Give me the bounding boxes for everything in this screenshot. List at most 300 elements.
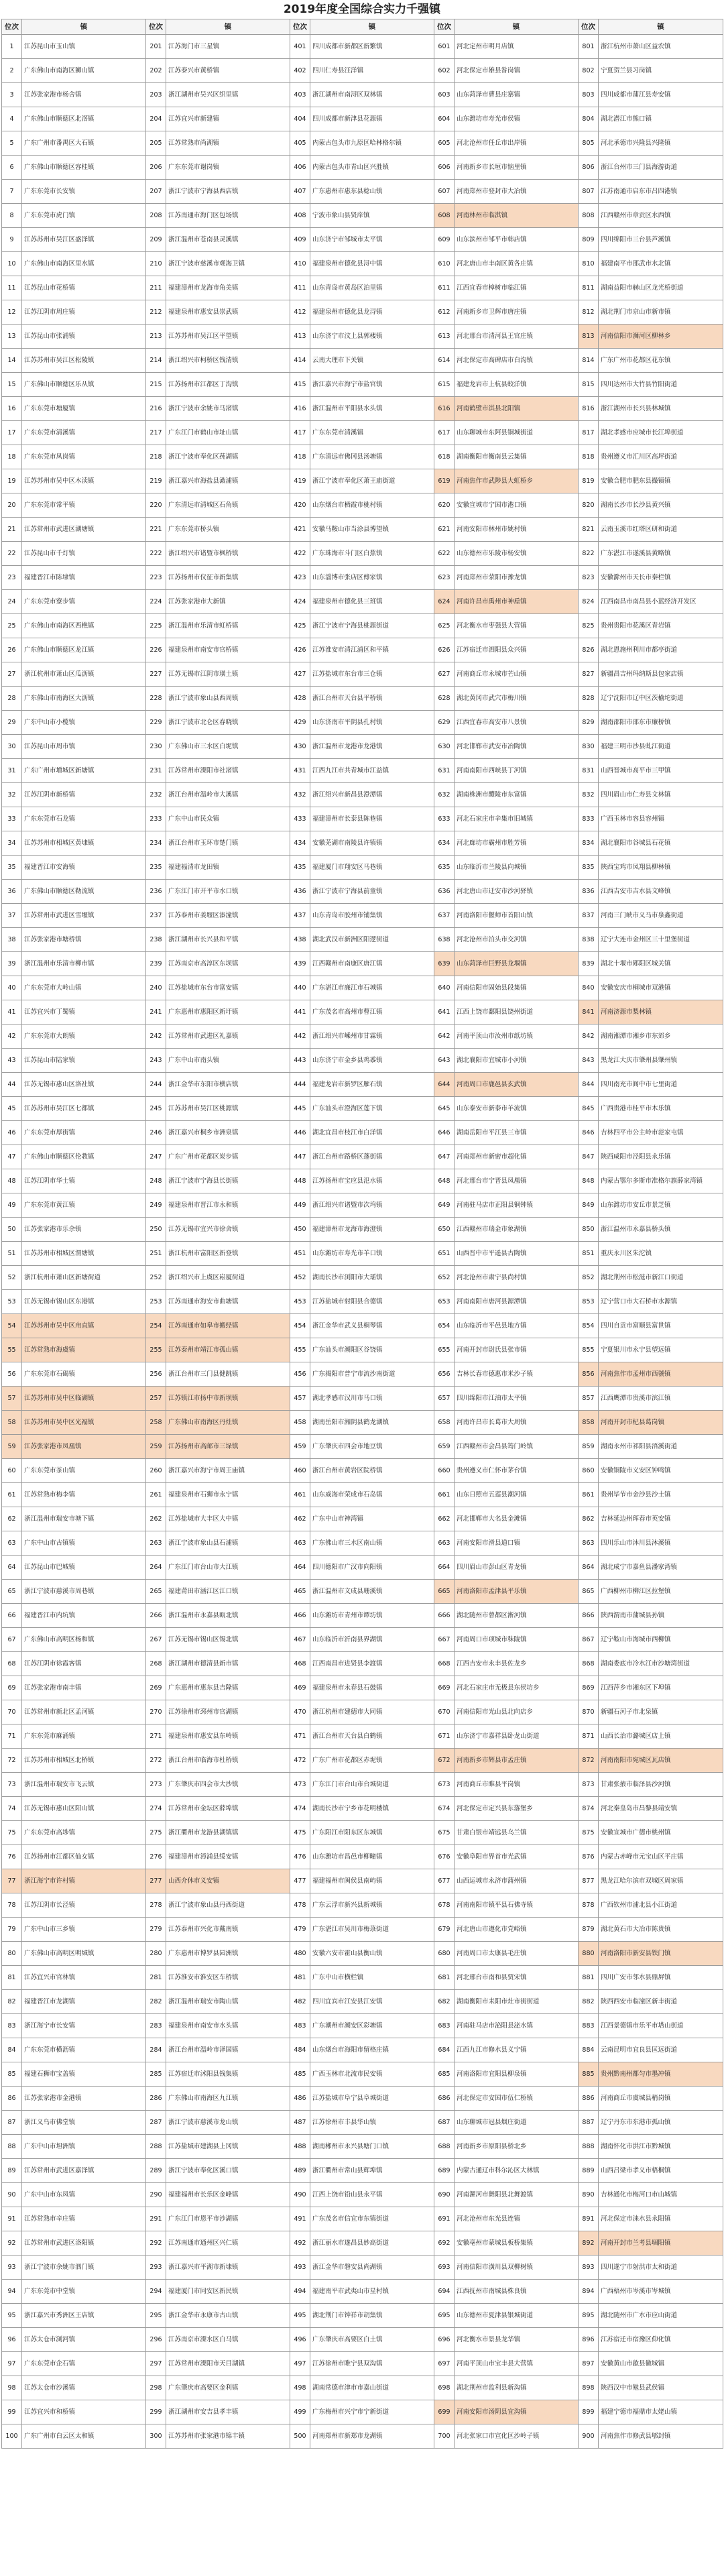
rank-cell: 403 bbox=[290, 83, 310, 107]
rank-cell: 402 bbox=[290, 59, 310, 83]
town-header: 镇 bbox=[310, 19, 434, 35]
rank-cell: 404 bbox=[290, 107, 310, 131]
town-cell: 广东湛江市吴川市梅菉街道 bbox=[310, 1918, 434, 1942]
rank-cell: 272 bbox=[146, 1749, 166, 1773]
rank-cell: 455 bbox=[290, 1338, 310, 1362]
rank-cell: 46 bbox=[2, 1121, 22, 1145]
table-row bbox=[2, 59, 723, 83]
rank-cell: 253 bbox=[146, 1290, 166, 1314]
town-cell: 河北张家口市宣化区沙岭子镇 bbox=[455, 2424, 579, 2449]
rank-cell: 620 bbox=[434, 493, 455, 518]
rank-cell: 895 bbox=[579, 2304, 599, 2328]
town-cell: 江苏常州市溧阳市天目湖镇 bbox=[166, 2352, 290, 2376]
town-cell: 浙江嘉兴市海宁市盐官镇 bbox=[310, 373, 434, 397]
town-cell: 广西玉林市容县容州镇 bbox=[599, 807, 723, 831]
town-cell: 甘肃白银市靖远县乌兰镇 bbox=[455, 1821, 579, 1845]
town-cell: 福建晋江市龙湖镇 bbox=[22, 1990, 146, 2014]
rank-cell: 493 bbox=[290, 2256, 310, 2280]
rank-cell: 887 bbox=[579, 2111, 599, 2135]
rank-cell: 424 bbox=[290, 590, 310, 614]
rank-cell: 277 bbox=[146, 1869, 166, 1893]
rank-cell: 73 bbox=[2, 1773, 22, 1797]
rank-cell: 817 bbox=[579, 421, 599, 445]
town-cell: 江苏南通市海安市曲塘镇 bbox=[166, 1290, 290, 1314]
town-cell: 河北邢台市宁晋县凤凰镇 bbox=[455, 1169, 579, 1193]
town-cell: 广东佛山市南海区丹灶镇 bbox=[166, 1411, 290, 1435]
rank-cell: 299 bbox=[146, 2400, 166, 2424]
rank-cell: 45 bbox=[2, 1097, 22, 1121]
town-cell: 江苏苏州市张家港市锦丰镇 bbox=[166, 2424, 290, 2449]
rank-cell: 421 bbox=[290, 518, 310, 542]
rank-cell: 655 bbox=[434, 1338, 455, 1362]
rank-cell: 482 bbox=[290, 1990, 310, 2014]
town-cell: 浙江宁波市慈溪市观海卫镇 bbox=[166, 252, 290, 276]
rank-cell: 694 bbox=[434, 2280, 455, 2304]
town-cell: 广东肇庆市四会市大沙镇 bbox=[166, 1773, 290, 1797]
town-cell: 江苏南京市溧水区白马镇 bbox=[166, 2328, 290, 2352]
town-cell: 河北唐山市丰南区黄各庄镇 bbox=[455, 252, 579, 276]
rank-cell: 269 bbox=[146, 1676, 166, 1700]
town-cell: 浙江温州市永嘉县桥头镇 bbox=[599, 1218, 723, 1242]
town-cell: 广东东莞市清溪镇 bbox=[22, 421, 146, 445]
town-cell: 四川绵阳市三台县芦溪镇 bbox=[599, 228, 723, 252]
table-row bbox=[2, 300, 723, 325]
rank-cell: 418 bbox=[290, 445, 310, 469]
rank-cell: 9 bbox=[2, 228, 22, 252]
rank-cell: 467 bbox=[290, 1628, 310, 1652]
town-cell: 浙江杭州市萧山区瓜沥镇 bbox=[22, 662, 146, 687]
town-cell: 浙江绍兴市上虞区崧厦街道 bbox=[166, 1266, 290, 1290]
rank-cell: 212 bbox=[146, 300, 166, 325]
rank-cell: 651 bbox=[434, 1242, 455, 1266]
rank-cell: 34 bbox=[2, 831, 22, 856]
town-cell: 福建龙岩市上杭县蛟洋镇 bbox=[455, 373, 579, 397]
table-row bbox=[2, 2038, 723, 2062]
rank-cell: 216 bbox=[146, 397, 166, 421]
rank-cell: 461 bbox=[290, 1483, 310, 1507]
town-cell: 湖北恩施州利川市都亭街道 bbox=[599, 638, 723, 662]
rank-cell: 406 bbox=[290, 156, 310, 180]
rank-cell: 220 bbox=[146, 493, 166, 518]
town-cell: 江苏盐城市阜宁县阜城街道 bbox=[310, 2087, 434, 2111]
rank-cell: 447 bbox=[290, 1145, 310, 1169]
town-cell: 贵州黔南州都匀市墨冲镇 bbox=[599, 2062, 723, 2087]
rank-cell: 864 bbox=[579, 1556, 599, 1580]
table-row bbox=[2, 1676, 723, 1700]
town-cell: 山东潍坊市昌邑市柳疃镇 bbox=[310, 1845, 434, 1869]
town-cell: 河南洛阳市偃师市首阳山镇 bbox=[455, 904, 579, 928]
rank-cell: 289 bbox=[146, 2159, 166, 2183]
town-cell: 江苏昆山市花桥镇 bbox=[22, 276, 146, 300]
town-cell: 河南驻马店市正阳县铜钟镇 bbox=[455, 1193, 579, 1218]
town-cell: 湖北潜江市熊口镇 bbox=[599, 107, 723, 131]
town-cell: 广东江门市恩平市沙湖镇 bbox=[166, 2207, 290, 2231]
town-cell: 河南驻马店市泌阳县泌水镇 bbox=[455, 2014, 579, 2038]
town-cell: 浙江金华市东阳市横店镇 bbox=[166, 1073, 290, 1097]
rank-cell: 897 bbox=[579, 2352, 599, 2376]
rank-cell: 684 bbox=[434, 2038, 455, 2062]
town-cell: 福建三明市沙县虬江街道 bbox=[599, 735, 723, 759]
rank-cell: 622 bbox=[434, 542, 455, 566]
town-cell: 河南信阳市潢川县双柳树镇 bbox=[455, 2256, 579, 2280]
rank-cell: 268 bbox=[146, 1652, 166, 1676]
rank-cell: 38 bbox=[2, 928, 22, 952]
rank-cell: 241 bbox=[146, 1000, 166, 1024]
table-row bbox=[2, 638, 723, 662]
rank-cell: 67 bbox=[2, 1628, 22, 1652]
town-cell: 湖南湘潭市湘乡市东郊乡 bbox=[599, 1024, 723, 1049]
table-row bbox=[2, 131, 723, 156]
rank-cell: 486 bbox=[290, 2087, 310, 2111]
town-cell: 山东滨州市邹平市韩店镇 bbox=[455, 228, 579, 252]
rank-cell: 858 bbox=[579, 1411, 599, 1435]
town-cell: 江苏苏州市吴中区甪直镇 bbox=[22, 1314, 146, 1338]
town-cell: 江西南昌市南昌县小蓝经济开发区 bbox=[599, 590, 723, 614]
town-cell: 湖北黄冈市武穴市梅川镇 bbox=[455, 687, 579, 711]
town-cell: 江西南昌市进贤县李渡镇 bbox=[310, 1652, 434, 1676]
town-cell: 福建泉州市永春县石鼓镇 bbox=[310, 1676, 434, 1700]
table-row bbox=[2, 2087, 723, 2111]
rank-cell: 899 bbox=[579, 2400, 599, 2424]
town-cell: 广东广州市花都区赤坭镇 bbox=[310, 1749, 434, 1773]
town-cell: 广东东莞市桥头镇 bbox=[166, 518, 290, 542]
rank-cell: 692 bbox=[434, 2231, 455, 2256]
table-row bbox=[2, 2231, 723, 2256]
rank-cell: 661 bbox=[434, 1483, 455, 1507]
rank-cell: 875 bbox=[579, 1821, 599, 1845]
rank-cell: 863 bbox=[579, 1531, 599, 1556]
rank-cell: 893 bbox=[579, 2256, 599, 2280]
rank-cell: 238 bbox=[146, 928, 166, 952]
table-row bbox=[2, 373, 723, 397]
ranking-body bbox=[2, 35, 723, 2449]
table-row bbox=[2, 735, 723, 759]
town-cell: 四川眉山市仁寿县文林镇 bbox=[599, 783, 723, 807]
rank-cell: 497 bbox=[290, 2352, 310, 2376]
town-cell: 山东济宁市嘉祥县卧龙山街道 bbox=[455, 1724, 579, 1749]
table-row bbox=[2, 228, 723, 252]
town-cell: 江西赣州市南康区唐江镇 bbox=[310, 952, 434, 976]
rank-cell: 98 bbox=[2, 2376, 22, 2400]
rank-cell: 267 bbox=[146, 1628, 166, 1652]
town-cell: 山东烟台市海阳市留格庄镇 bbox=[310, 2038, 434, 2062]
table-row bbox=[2, 1145, 723, 1169]
table-row bbox=[2, 2352, 723, 2376]
table-row bbox=[2, 1652, 723, 1676]
town-cell: 广东中山市民众镇 bbox=[166, 807, 290, 831]
town-cell: 山西晋中市平遥县古陶镇 bbox=[455, 1242, 579, 1266]
rank-cell: 628 bbox=[434, 687, 455, 711]
rank-cell: 619 bbox=[434, 469, 455, 493]
town-cell: 云南玉溪市红塔区研和街道 bbox=[599, 518, 723, 542]
rank-cell: 414 bbox=[290, 349, 310, 373]
rank-cell: 209 bbox=[146, 228, 166, 252]
town-cell: 浙江温州市瑞安市飞云镇 bbox=[22, 1773, 146, 1797]
rank-cell: 449 bbox=[290, 1193, 310, 1218]
town-cell: 江苏苏州市吴中区临湖镇 bbox=[22, 1387, 146, 1411]
town-cell: 广东中山市神湾镇 bbox=[310, 1507, 434, 1531]
town-cell: 江苏泰州市姜堰区溱潼镇 bbox=[166, 904, 290, 928]
rank-cell: 479 bbox=[290, 1918, 310, 1942]
town-cell: 浙江台州市黄岩区院桥镇 bbox=[310, 1459, 434, 1483]
rank-cell: 37 bbox=[2, 904, 22, 928]
rank-cell: 431 bbox=[290, 759, 310, 783]
rank-cell: 451 bbox=[290, 1242, 310, 1266]
town-cell: 江苏徐州市睢宁县双沟镇 bbox=[310, 2352, 434, 2376]
rank-cell: 614 bbox=[434, 349, 455, 373]
rank-cell: 873 bbox=[579, 1773, 599, 1797]
town-cell: 内蒙古通辽市科尔沁区大林镇 bbox=[455, 2159, 579, 2183]
town-cell: 江西宜春市高安市八景镇 bbox=[455, 711, 579, 735]
town-cell: 山西吕梁市孝义市梧桐镇 bbox=[599, 2159, 723, 2183]
town-cell: 广东佛山市顺德区北滘镇 bbox=[22, 107, 146, 131]
town-cell: 福建福州市长乐区金峰镇 bbox=[166, 2183, 290, 2207]
rank-cell: 693 bbox=[434, 2256, 455, 2280]
town-cell: 广东东莞市凤岗镇 bbox=[22, 445, 146, 469]
town-cell: 广东云浮市新兴县新城镇 bbox=[310, 1893, 434, 1918]
town-cell: 浙江台州市天台县平桥镇 bbox=[310, 687, 434, 711]
rank-cell: 466 bbox=[290, 1604, 310, 1628]
town-cell: 江西鹰潭市贵溪市滨江镇 bbox=[599, 1387, 723, 1411]
town-cell: 江苏张家港市南丰镇 bbox=[22, 1676, 146, 1700]
rank-cell: 276 bbox=[146, 1845, 166, 1869]
town-cell: 湖南永州市祁阳县浯溪街道 bbox=[599, 1435, 723, 1459]
rank-cell: 95 bbox=[2, 2304, 22, 2328]
rank-cell: 203 bbox=[146, 83, 166, 107]
town-cell: 广东东莞市厚街镇 bbox=[22, 1121, 146, 1145]
table-row bbox=[2, 325, 723, 349]
town-cell: 福建泉州市德化县浔中镇 bbox=[310, 252, 434, 276]
rank-cell: 225 bbox=[146, 614, 166, 638]
table-row bbox=[2, 2400, 723, 2424]
town-cell: 广东广州市白云区太和镇 bbox=[22, 2424, 146, 2449]
rank-cell: 880 bbox=[579, 1942, 599, 1966]
town-cell: 江西宜春市樟树市临江镇 bbox=[455, 276, 579, 300]
rank-cell: 833 bbox=[579, 807, 599, 831]
town-cell: 四川自贡市富顺县富世镇 bbox=[599, 1314, 723, 1338]
town-cell: 浙江衢州市常山县辉埠镇 bbox=[310, 2159, 434, 2183]
rank-cell: 293 bbox=[146, 2256, 166, 2280]
rank-cell: 440 bbox=[290, 976, 310, 1000]
rank-cell: 290 bbox=[146, 2183, 166, 2207]
town-cell: 四川宜宾市江安县江安镇 bbox=[310, 1990, 434, 2014]
table-row bbox=[2, 2159, 723, 2183]
ranking-table bbox=[1, 19, 723, 2449]
town-cell: 安徽马鞍山市当涂县博望镇 bbox=[310, 518, 434, 542]
town-cell: 河北沧州市肃宁县尚村镇 bbox=[455, 1266, 579, 1290]
town-cell: 浙江台州市三门县健跳镇 bbox=[166, 1362, 290, 1387]
town-cell: 湖北十堰市郧阳区城关镇 bbox=[599, 952, 723, 976]
rank-cell: 413 bbox=[290, 325, 310, 349]
rank-cell: 287 bbox=[146, 2111, 166, 2135]
rank-cell: 427 bbox=[290, 662, 310, 687]
rank-cell: 653 bbox=[434, 1290, 455, 1314]
rank-cell: 26 bbox=[2, 638, 22, 662]
rank-cell: 850 bbox=[579, 1218, 599, 1242]
town-cell: 河北唐山市迁安市沙河驿镇 bbox=[455, 880, 579, 904]
rank-cell: 480 bbox=[290, 1942, 310, 1966]
table-row bbox=[2, 1580, 723, 1604]
town-cell: 江西赣州市章贡区水西镇 bbox=[599, 204, 723, 228]
rank-cell: 223 bbox=[146, 566, 166, 590]
rank-cell: 855 bbox=[579, 1338, 599, 1362]
rank-cell: 807 bbox=[579, 180, 599, 204]
rank-cell: 295 bbox=[146, 2304, 166, 2328]
town-cell: 江苏常熟市尚湖镇 bbox=[166, 131, 290, 156]
town-cell: 河南焦作市孟州市西虢镇 bbox=[599, 1362, 723, 1387]
town-cell: 河北保定市涞水县永阳镇 bbox=[599, 2207, 723, 2231]
rank-cell: 878 bbox=[579, 1893, 599, 1918]
town-cell: 广东清远市佛冈县汤塘镇 bbox=[310, 445, 434, 469]
town-cell: 浙江宁波市余姚市泗门镇 bbox=[22, 2256, 146, 2280]
town-cell: 江苏镇江市扬中市新坝镇 bbox=[166, 1387, 290, 1411]
town-cell: 山东潍坊市安丘市景芝镇 bbox=[599, 1193, 723, 1218]
town-cell: 广东广州市增城区新塘镇 bbox=[22, 759, 146, 783]
table-row bbox=[2, 2280, 723, 2304]
town-cell: 陕西渭南市蒲城县孙镇 bbox=[599, 1604, 723, 1628]
rank-cell: 499 bbox=[290, 2400, 310, 2424]
table-row bbox=[2, 783, 723, 807]
rank-cell: 273 bbox=[146, 1773, 166, 1797]
rank-cell: 288 bbox=[146, 2135, 166, 2159]
rank-cell: 252 bbox=[146, 1266, 166, 1290]
town-cell: 安徽黄山市歙县徽城镇 bbox=[599, 2352, 723, 2376]
rank-cell: 234 bbox=[146, 831, 166, 856]
town-cell: 湖北咸宁市嘉鱼县潘家湾镇 bbox=[599, 1556, 723, 1580]
town-cell: 河南信阳市光山县北向店乡 bbox=[455, 1700, 579, 1724]
table-row bbox=[2, 1290, 723, 1314]
rank-cell: 639 bbox=[434, 952, 455, 976]
rank-cell: 829 bbox=[579, 711, 599, 735]
table-row bbox=[2, 856, 723, 880]
rank-cell: 615 bbox=[434, 373, 455, 397]
rank-cell: 811 bbox=[579, 276, 599, 300]
town-cell: 江西吉安市吉水县文峰镇 bbox=[599, 880, 723, 904]
town-cell: 山东淄博市张店区傅家镇 bbox=[310, 566, 434, 590]
rank-cell: 429 bbox=[290, 711, 310, 735]
rank-cell: 806 bbox=[579, 156, 599, 180]
rank-cell: 626 bbox=[434, 638, 455, 662]
rank-cell: 667 bbox=[434, 1628, 455, 1652]
table-row bbox=[2, 1338, 723, 1362]
table-row bbox=[2, 976, 723, 1000]
rank-cell: 458 bbox=[290, 1411, 310, 1435]
town-cell: 广东肇庆市高要区白土镇 bbox=[310, 2328, 434, 2352]
town-cell: 福建石狮市宝盖镇 bbox=[22, 2062, 146, 2087]
rank-cell: 865 bbox=[579, 1580, 599, 1604]
rank-cell: 632 bbox=[434, 783, 455, 807]
rank-cell: 33 bbox=[2, 807, 22, 831]
rank-cell: 280 bbox=[146, 1942, 166, 1966]
rank-cell: 882 bbox=[579, 1990, 599, 2014]
table-row bbox=[2, 1507, 723, 1531]
town-cell: 浙江嘉兴市桐乡市洲泉镇 bbox=[166, 1121, 290, 1145]
rank-cell: 869 bbox=[579, 1676, 599, 1700]
rank-cell: 65 bbox=[2, 1580, 22, 1604]
town-cell: 浙江宁波市宁海县长街镇 bbox=[166, 1169, 290, 1193]
town-cell: 江苏苏州市吴江区盛泽镇 bbox=[22, 228, 146, 252]
rank-cell: 93 bbox=[2, 2256, 22, 2280]
town-cell: 山东济南市平阴县孔村镇 bbox=[310, 711, 434, 735]
town-cell: 浙江温州市永嘉县瓯北镇 bbox=[166, 1604, 290, 1628]
town-cell: 陕西汉中市勉县武侯镇 bbox=[599, 2376, 723, 2400]
town-cell: 浙江台州市临海市杜桥镇 bbox=[166, 1749, 290, 1773]
town-cell: 浙江宁波市余姚市马渚镇 bbox=[166, 397, 290, 421]
town-cell: 江西吉安市永丰县佐龙乡 bbox=[455, 1652, 579, 1676]
rank-cell: 30 bbox=[2, 735, 22, 759]
town-cell: 湖北襄阳市谷城县石花镇 bbox=[599, 831, 723, 856]
town-cell: 广东东莞市麻涌镇 bbox=[22, 1724, 146, 1749]
town-cell: 广东东莞市高埗镇 bbox=[22, 1821, 146, 1845]
rank-cell: 283 bbox=[146, 2014, 166, 2038]
town-cell: 湖南株洲市醴陵市东富镇 bbox=[455, 783, 579, 807]
page-title: 2019年度全国综合实力千强镇 bbox=[283, 3, 441, 16]
rank-cell: 468 bbox=[290, 1652, 310, 1676]
town-cell: 广东佛山市南海区大沥镇 bbox=[22, 687, 146, 711]
rank-cell: 442 bbox=[290, 1024, 310, 1049]
rank-cell: 49 bbox=[2, 1193, 22, 1218]
town-cell: 江苏盐城市大丰区大中镇 bbox=[166, 1507, 290, 1531]
rank-cell: 229 bbox=[146, 711, 166, 735]
town-cell: 河南林州市临淇镇 bbox=[455, 204, 579, 228]
rank-cell: 866 bbox=[579, 1604, 599, 1628]
rank-cell: 17 bbox=[2, 421, 22, 445]
town-cell: 山东德州市夏津县银城街道 bbox=[455, 2304, 579, 2328]
rank-cell: 805 bbox=[579, 131, 599, 156]
rank-cell: 14 bbox=[2, 349, 22, 373]
town-cell: 江苏昆山市玉山镇 bbox=[22, 35, 146, 59]
town-cell: 江苏徐州市丰县华山镇 bbox=[310, 2111, 434, 2135]
town-cell: 江苏昆山市巴城镇 bbox=[22, 1556, 146, 1580]
rank-cell: 53 bbox=[2, 1290, 22, 1314]
table-row bbox=[2, 1942, 723, 1966]
town-cell: 浙江宁波市奉化区萧王庙街道 bbox=[310, 469, 434, 493]
town-cell: 湖南郴州市永兴县塘门口镇 bbox=[310, 2135, 434, 2159]
rank-cell: 411 bbox=[290, 276, 310, 300]
rank-cell: 420 bbox=[290, 493, 310, 518]
rank-cell: 245 bbox=[146, 1097, 166, 1121]
rank-header: 位次 bbox=[146, 19, 166, 35]
town-cell: 安徽宣城市广德市桃州镇 bbox=[599, 1821, 723, 1845]
rank-cell: 695 bbox=[434, 2304, 455, 2328]
town-cell: 浙江嘉兴市秀洲区王店镇 bbox=[22, 2304, 146, 2328]
rank-cell: 885 bbox=[579, 2062, 599, 2087]
table-row bbox=[2, 1169, 723, 1193]
town-cell: 江苏宿迁市泗阳县众兴镇 bbox=[455, 638, 579, 662]
rank-cell: 422 bbox=[290, 542, 310, 566]
rank-cell: 657 bbox=[434, 1387, 455, 1411]
rank-cell: 92 bbox=[2, 2231, 22, 2256]
town-cell: 新疆石河子市北泉镇 bbox=[599, 1700, 723, 1724]
town-cell: 广东东莞市长安镇 bbox=[22, 180, 146, 204]
rank-cell: 636 bbox=[434, 880, 455, 904]
rank-cell: 814 bbox=[579, 349, 599, 373]
town-cell: 浙江金华市武义县桐琴镇 bbox=[310, 1314, 434, 1338]
town-cell: 浙江台州市温岭市泽国镇 bbox=[166, 2038, 290, 2062]
rank-cell: 647 bbox=[434, 1145, 455, 1169]
town-cell: 湖南岳阳市平江县三市镇 bbox=[455, 1121, 579, 1145]
rank-cell: 24 bbox=[2, 590, 22, 614]
town-cell: 江苏无锡市惠山区洛社镇 bbox=[22, 1073, 146, 1097]
town-cell: 广东汕头市澄海区莲下镇 bbox=[310, 1097, 434, 1121]
rank-cell: 408 bbox=[290, 204, 310, 228]
table-row bbox=[2, 1893, 723, 1918]
rank-cell: 494 bbox=[290, 2280, 310, 2304]
town-cell: 江苏太仓市浏河镇 bbox=[22, 2328, 146, 2352]
town-cell: 四川仁寿县汪洋镇 bbox=[310, 59, 434, 83]
rank-cell: 862 bbox=[579, 1507, 599, 1531]
town-cell: 河北沧州市任丘市出岸镇 bbox=[455, 131, 579, 156]
